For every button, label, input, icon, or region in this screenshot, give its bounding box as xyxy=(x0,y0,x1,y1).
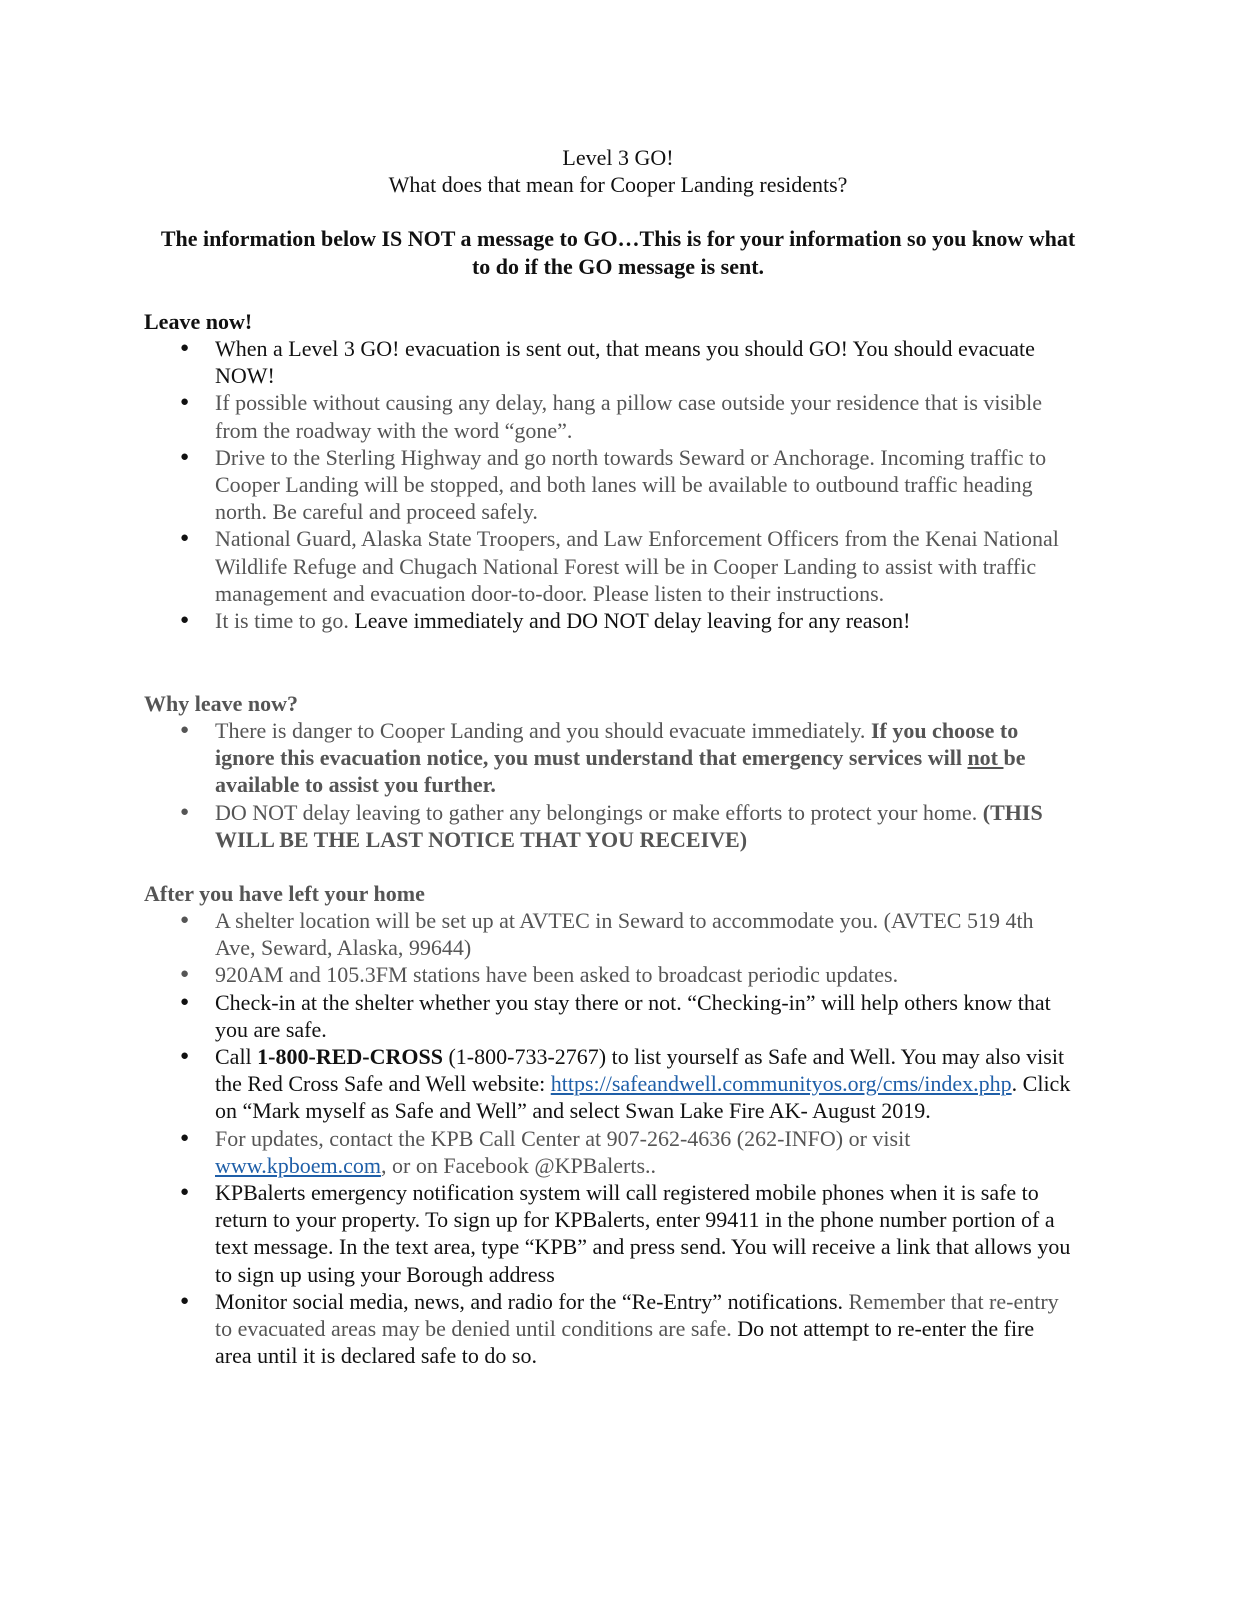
list-item: ● Drive to the Sterling Highway and go north towards Seward or Anchorage. Incoming traffic to Cooper Landing will be stopped, and both lanes will be available to outbound traffic heading north. Be careful and proceed safely. xyxy=(180,444,1047,525)
section-leave-now xyxy=(144,308,1074,634)
list-item: ● It is time to go. Leave immediately and DO NOT delay leaving for any reason! xyxy=(180,608,911,634)
list-item: ● If possible without causing any delay, hang a pillow case outside your residence that is visible from the roadway with the word “gone”. xyxy=(180,390,1043,443)
bullet-icon: ● xyxy=(180,1292,190,1309)
section-heading-why-leave: Why leave now? xyxy=(144,691,298,716)
bullet-icon: ● xyxy=(180,993,190,1010)
list-item: ● 920AM and 105.3FM stations have been asked to broadcast periodic updates. xyxy=(180,962,899,988)
leave-now-list xyxy=(144,335,1074,634)
bullet-icon: ● xyxy=(180,1129,190,1146)
bullet-icon: ● xyxy=(180,448,190,465)
after-left-list xyxy=(144,907,1074,1369)
list-item: ● National Guard, Alaska State Troopers, and Law Enforcement Officers from the Kenai National Wildlife Refuge and Chugach National Forest will be in Cooper Landing to assist with traffic management and evacuation door-to-door. Please listen to their instructions. xyxy=(180,526,1059,606)
bullet-icon: ● xyxy=(180,966,190,983)
document-subtitle: What does that mean for Cooper Landing residents? xyxy=(388,172,848,197)
list-item: ● Call 1-800-RED-CROSS (1-800-733-2767) to list yourself as Safe and Well. You may also visit the Red Cross Safe and Well website: https://safeandwell.communityos.org/cms/index.php. Click on “Mark myself as Safe and Well” and select Swan Lake Fire AK- August 2019. xyxy=(180,1044,1071,1124)
list-item: ● KPBalerts emergency notification system will call registered mobile phones when it is safe to return to your property. To sign up for KPBalerts, enter 99411 in the phone number portion of a text message. In the text area, type “KPB” and press send. You will receive a link that allows you to sign up using your Borough address xyxy=(180,1180,1071,1287)
bullet-icon: ● xyxy=(180,1184,190,1201)
section-why-leave xyxy=(144,690,1074,853)
why-leave-list xyxy=(144,717,1074,853)
bullet-icon: ● xyxy=(180,340,190,356)
section-heading-leave-now: Leave now! xyxy=(144,309,253,334)
title-block xyxy=(0,144,1236,198)
bullet-icon: ● xyxy=(180,394,190,411)
kpboem-link[interactable]: www.kpboem.com xyxy=(215,1152,381,1178)
bullet-icon: ● xyxy=(180,803,190,820)
bullet-icon: ● xyxy=(180,530,190,547)
list-item: ● When a Level 3 GO! evacuation is sent out, that means you should GO! You should evacuate NOW! xyxy=(180,336,1035,389)
list-item: ● There is danger to Cooper Landing and you should evacuate immediately. If you choose to ignore this evacuation notice, you must understand that emergency services will not be available to assist you further. xyxy=(180,718,1026,798)
bullet-icon: ● xyxy=(180,612,190,629)
red-cross-safe-well-link[interactable]: https://safeandwell.communityos.org/cms/index.php xyxy=(550,1071,1012,1097)
list-item: ● DO NOT delay leaving to gather any belongings or make efforts to protect your home. (THIS WILL BE THE LAST NOTICE THAT YOU RECEIVE) xyxy=(180,799,1043,852)
information-notice: The information below IS NOT a message to GO…This is for your information so you know what to do if the GO message is sent. xyxy=(160,226,1076,279)
section-heading-after-left: After you have left your home xyxy=(144,881,425,906)
list-item: ● Monitor social media, news, and radio for the “Re-Entry” notifications. Remember that re-entry to evacuated areas may be denied until conditions are safe. Do not attempt to re-enter the fire area until it is declared safe to do so. xyxy=(180,1288,1059,1369)
document-title: Level 3 GO! xyxy=(562,145,674,170)
list-item: ● Check-in at the shelter whether you stay there or not. “Checking-in” will help others know that you are safe. xyxy=(180,989,1051,1042)
bullet-icon: ● xyxy=(180,1048,190,1065)
list-item: ● A shelter location will be set up at AVTEC in Seward to accommodate you. (AVTEC 519 4th Ave, Seward, Alaska, 99644) xyxy=(180,908,1034,961)
bullet-icon: ● xyxy=(180,722,190,738)
list-item: ● For updates, contact the KPB Call Center at 907-262-4636 (262-INFO) or visit www.kpboem.com, or on Facebook @KPBalerts.. xyxy=(180,1125,911,1178)
bullet-icon: ● xyxy=(180,912,190,928)
section-after-left xyxy=(144,880,1074,1369)
